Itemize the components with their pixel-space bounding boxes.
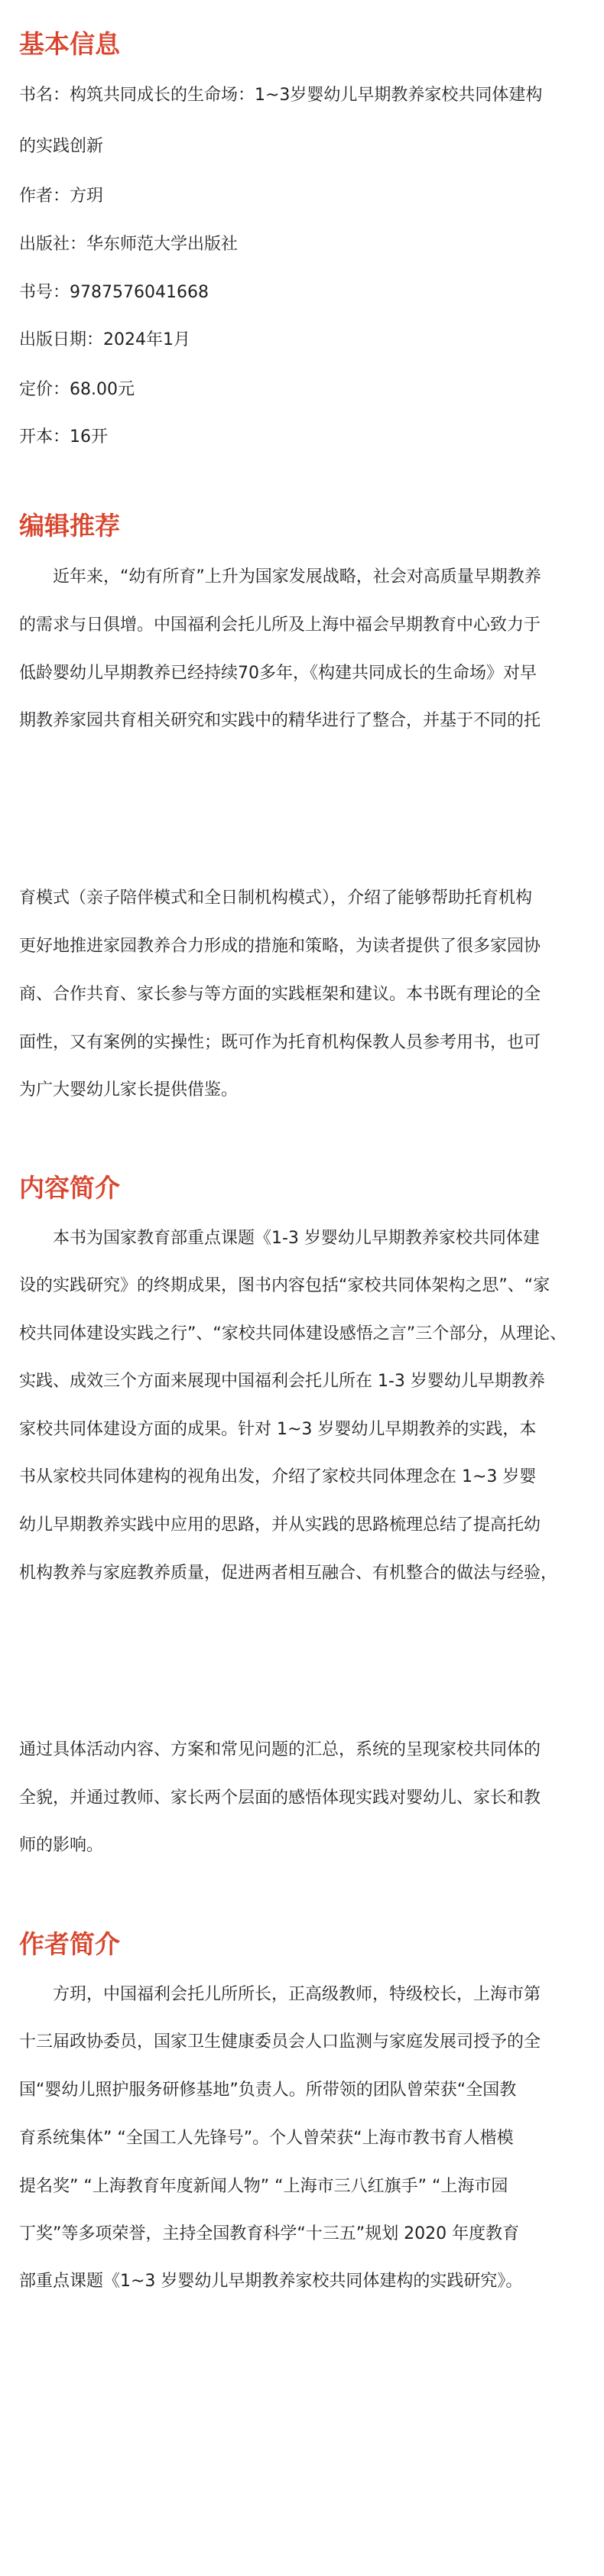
- paragraph-line: 部重点课题《1~3 岁婴幼儿早期教养家校共同体建构的实践研究》。: [19, 2272, 523, 2291]
- paragraph-line: 实践、成效三个方面来展现中国福利会托儿所在 1-3 岁婴幼儿早期教养: [19, 1372, 545, 1391]
- section-title-content-intro: 内容简介: [19, 1173, 120, 1203]
- pub-date-line: 出版日期：2024年1月: [19, 330, 190, 349]
- book-title-line-cont: 的实践创新: [19, 137, 104, 156]
- paragraph-line: 通过具体活动内容、方案和常见问题的汇总，系统的呈现家校共同体的: [19, 1740, 541, 1759]
- paragraph-line: 全貌，并通过教师、家长两个层面的感悟体现实践对婴幼儿、家长和教: [19, 1788, 541, 1808]
- section-title-basic-info: 基本信息: [19, 29, 120, 59]
- paragraph-line: 更好地推进家园教养合力形成的措施和策略，为读者提供了很多家园协: [19, 937, 541, 956]
- author-line: 作者：方玥: [19, 187, 104, 206]
- paragraph-line: 国“婴幼儿照护服务研修基地”负责人。所带领的团队曾荣获“全国教: [19, 2081, 517, 2100]
- paragraph-line: 设的实践研究》的终期成果，图书内容包括“家校共同体架构之思”、“家: [19, 1276, 550, 1295]
- section-title-editor-recommend: 编辑推荐: [19, 511, 120, 541]
- paragraph-line: 近年来，“幼有所育”上升为国家发展战略，社会对高质量早期教养: [53, 567, 541, 586]
- format-line: 开本：16开: [19, 427, 108, 447]
- paragraph-line: 方玥，中国福利会托儿所所长，正高级教师，特级校长，上海市第: [53, 1985, 541, 2004]
- section-title-author-intro: 作者简介: [19, 1929, 120, 1959]
- paragraph-line: 育模式（亲子陪伴模式和全日制机构模式），介绍了能够帮助托育机构: [19, 888, 533, 908]
- paragraph-line: 面性，又有案例的实操性；既可作为托育机构保教人员参考用书，也可: [19, 1033, 541, 1052]
- paragraph-line: 的需求与日俱增。中国福利会托儿所及上海中福会早期教育中心致力于: [19, 616, 541, 635]
- paragraph-line: 提名奖” “上海教育年度新闻人物” “上海市三八红旗手” “上海市园: [19, 2177, 508, 2196]
- paragraph-line: 为广大婴幼儿家长提供借鉴。: [19, 1080, 239, 1100]
- paragraph-line: 书从家校共同体建构的视角出发，介绍了家校共同体理念在 1~3 岁婴: [19, 1467, 537, 1486]
- paragraph-line: 期教养家园共育相关研究和实践中的精华进行了整合，并基于不同的托: [19, 711, 541, 730]
- paragraph-line: 本书为国家教育部重点课题《1-3 岁婴幼儿早期教养家校共同体建: [53, 1229, 540, 1248]
- paragraph-line: 育系统集体” “全国工人先锋号”。个人曾荣获“上海市教书育人楷模: [19, 2129, 514, 2148]
- paragraph-line: 家校共同体建设方面的成果。针对 1~3 岁婴幼儿早期教养的实践，本: [19, 1420, 537, 1439]
- paragraph-line: 十三届政协委员，国家卫生健康委员会人口监测与家庭发展司授予的全: [19, 2032, 541, 2051]
- paragraph-line: 商、合作共育、家长参与等方面的实践框架和建议。本书既有理论的全: [19, 985, 541, 1004]
- paragraph-line: 低龄婴幼儿早期教养已经持续70多年，《构建共同成长的生命场》对早: [19, 664, 537, 683]
- paragraph-line: 师的影响。: [19, 1836, 104, 1855]
- publisher-line: 出版社：华东师范大学出版社: [19, 235, 239, 254]
- paragraph-line: 幼儿早期教养实践中应用的思路，并从实践的思路梳理总结了提高托幼: [19, 1515, 541, 1535]
- price-line: 定价：68.00元: [19, 380, 135, 399]
- paragraph-line: 机构教养与家庭教养质量，促进两者相互融合、有机整合的做法与经验，: [19, 1564, 558, 1583]
- paragraph-line: 丁奖”等多项荣誉，主持全国教育科学“十三五”规划 2020 年度教育: [19, 2224, 520, 2243]
- isbn-line: 书号：9787576041668: [19, 283, 209, 302]
- book-title-line: 书名：构筑共同成长的生命场：1~3岁婴幼儿早期教养家校共同体建构: [19, 86, 543, 105]
- paragraph-line: 校共同体建设实践之行”、“家校共同体建设感悟之言”三个部分，从理论、: [19, 1324, 567, 1343]
